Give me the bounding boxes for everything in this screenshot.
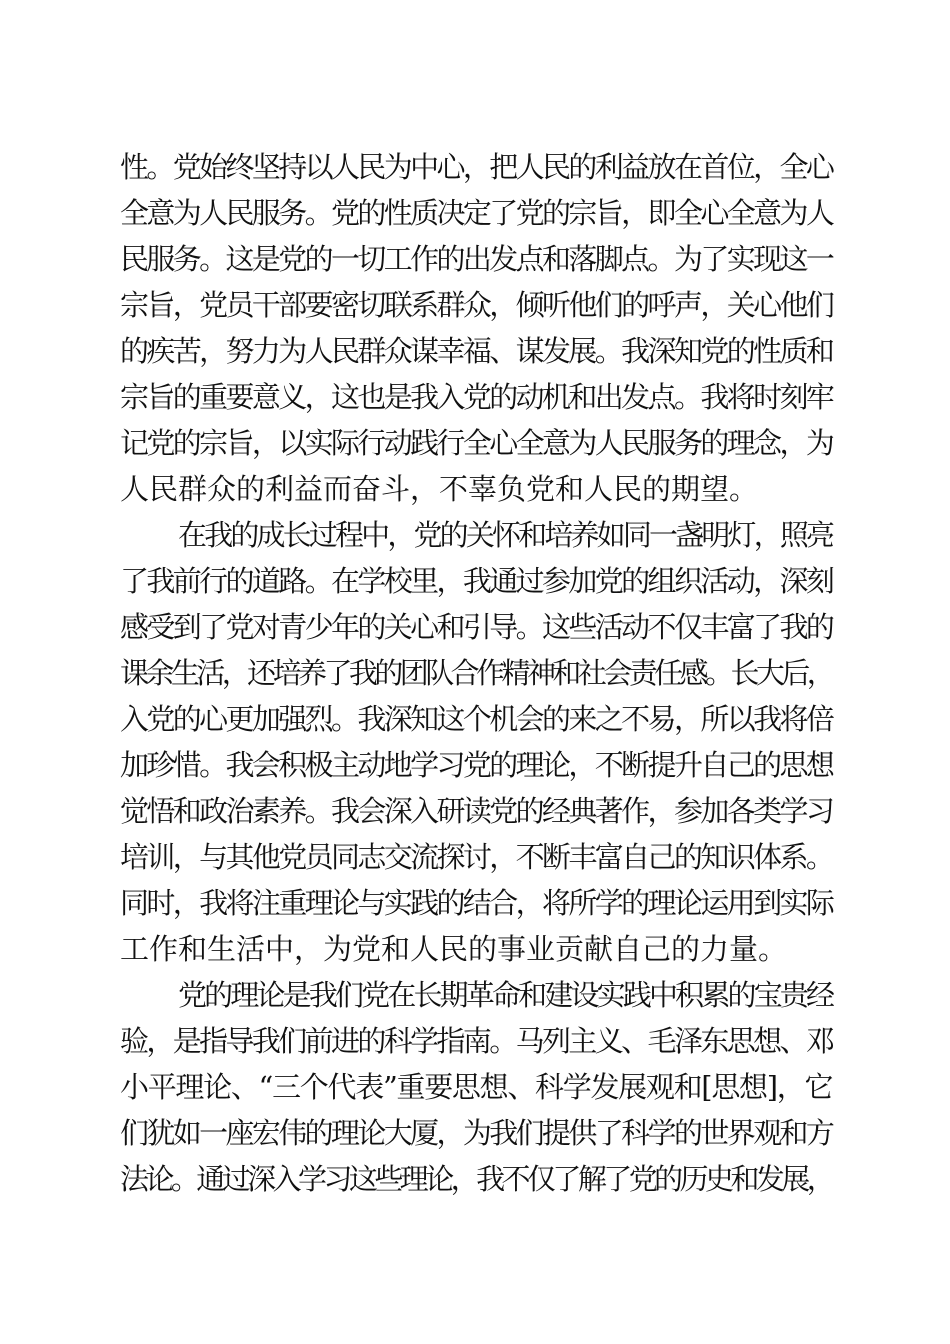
body-text [120,144,832,1202]
text-line: 加珍惜。我会积极主动地学习党的理论，不断提升自己的思想 [120,748,832,782]
text-line: 民服务。这是党的一切工作的出发点和落脚点。为了实现这一 [120,242,832,276]
text-line: 培训，与其他党员同志交流探讨，不断丰富自己的知识体系。 [120,840,832,874]
text-line: 记党的宗旨，以实际行动践行全心全意为人民服务的理念，为 [120,426,832,460]
text-line: 全意为人民服务。党的性质决定了党的宗旨，即全心全意为人 [120,196,832,230]
text-line: 工作和生活中，为党和人民的事业贡献自己的力量。 [120,932,788,966]
text-line: 党的理论是我们党在长期革命和建设实践中积累的宝贵经 [178,978,832,1012]
text-line: 小平理论、“三个代表”重要思想、科学发展观和[思想]，它 [120,1070,832,1104]
text-line: 同时，我将注重理论与实践的结合，将所学的理论运用到实际 [120,886,832,920]
text-line: 觉悟和政治素养。我会深入研读党的经典著作，参加各类学习 [120,794,832,828]
text-line: 性。党始终坚持以人民为中心，把人民的利益放在首位，全心 [120,150,832,184]
text-line: 课余生活，还培养了我的团队合作精神和社会责任感。长大后， [120,656,832,690]
text-line: 在我的成长过程中，党的关怀和培养如同一盏明灯，照亮 [178,518,832,552]
text-line: 的疾苦，努力为人民群众谋幸福、谋发展。我深知党的性质和 [120,334,832,368]
text-line: 感受到了党对青少年的关心和引导。这些活动不仅丰富了我的 [120,610,832,644]
text-line: 宗旨的重要意义，这也是我入党的动机和出发点。我将时刻牢 [120,380,832,414]
text-line: 们犹如一座宏伟的理论大厦，为我们提供了科学的世界观和方 [120,1116,832,1150]
text-line: 人民群众的利益而奋斗，不辜负党和人民的期望。 [120,472,759,506]
text-line: 法论。通过深入学习这些理论，我不仅了解了党的历史和发展， [120,1162,832,1196]
text-line: 宗旨，党员干部要密切联系群众，倾听他们的呼声，关心他们 [120,288,832,322]
text-line: 了我前行的道路。在学校里，我通过参加党的组织活动，深刻 [120,564,832,598]
text-line: 入党的心更加强烈。我深知这个机会的来之不易，所以我将倍 [120,702,832,736]
text-line: 验，是指导我们前进的科学指南。马列主义、毛泽东思想、邓 [120,1024,832,1058]
